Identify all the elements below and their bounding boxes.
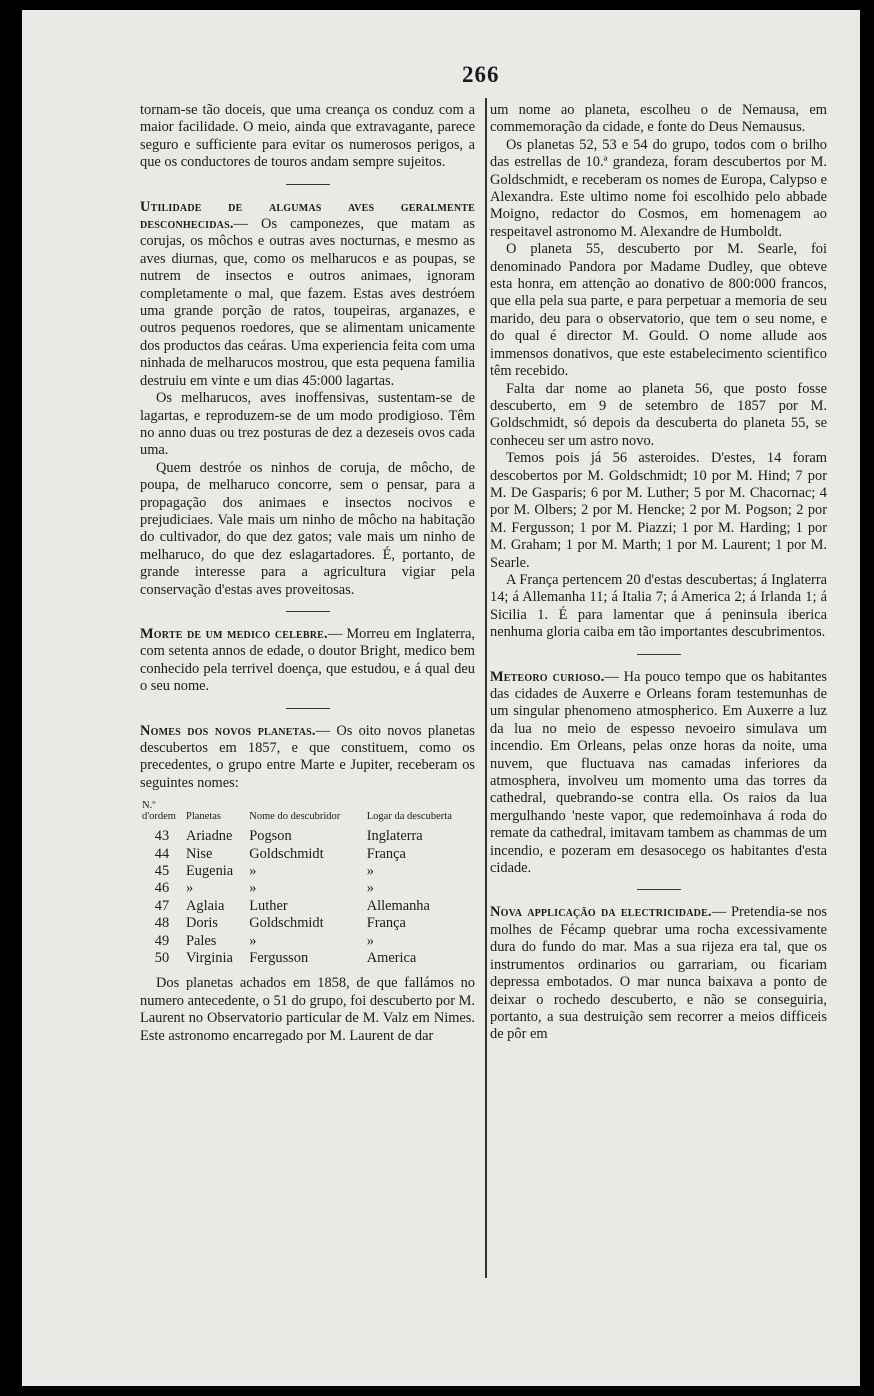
- table-row: [140, 880, 475, 897]
- table-row: [140, 933, 475, 950]
- table-cell: »: [186, 880, 194, 897]
- paragraph-text: — Pretendia-se nos molhes de Fécamp quebrar uma rocha excessivamente dura do fundo do mar. Mas a sua rijeza era tal, que os instrumentos ordinarios ou garrariam, ou ficariam depressa embotados. O mar nunca baixava a ponto de deixar o rochedo descuberto, e não se conseguiria, portanto, a sua destruição sem recorrer a meios difficeis de pôr em: [490, 904, 827, 1043]
- table-cell: 45: [154, 863, 170, 880]
- paragraph: tornam-se tão doceis, que uma creança os conduz com a maior facilidade. O meio, ainda que extravagante, parece seguro e sufficiente para evitar os numerosos perigos, a que os conductores de touros andam sempre sujeitos.: [140, 102, 475, 171]
- table-cell: Goldschmidt: [249, 845, 324, 862]
- table-cell: »: [366, 863, 374, 880]
- paragraph-text: — Ha pouco tempo que os habitantes das cidades de Auxerre e Orleans foram testemunhas de um singular phenomeno atmospherico. Em Auxerre a luz da lua no meio de espesso nevoeiro simulava um incendio. Em Orleans, pelas onze horas da noite, uma nuvem, que fluctuava nas camadas inferiores da atmosphera, involveu um momento uma das torres da cathedral, quebrando-se contra ella. Os raios da lua mergulhando 'neste vapor, que redemoinhava á roda do remate da cathedral, imitavam tambem as chammas de um incendio, e pozeram em desasocego os habitantes d'esta cidade.: [490, 668, 827, 877]
- table-cell: 47: [154, 897, 170, 914]
- table-cell: »: [249, 880, 257, 897]
- table-cell: 44: [154, 845, 170, 862]
- table-cell: França: [366, 915, 406, 932]
- article-planets: [140, 723, 475, 793]
- right-column: [490, 102, 827, 1044]
- section-heading: Nova applicação da electricidade.: [490, 904, 712, 921]
- table-row: [140, 828, 475, 845]
- newspaper-page: [22, 10, 860, 1386]
- section-separator: [286, 708, 330, 709]
- left-column: [140, 102, 475, 1045]
- table-cell: 50: [154, 950, 170, 967]
- table-cell: 46: [154, 880, 170, 897]
- article-meteor: [490, 669, 827, 878]
- table-row: [140, 846, 475, 863]
- section-heading: Utilidade de algumas aves geralmente desconhecidas.: [140, 198, 475, 233]
- paragraph: Os melharucos, aves inoffensivas, sustentam-se de lagartas, e reproduzem-se de um modo prodigioso. Têm no anno duas ou trez posturas de dez a dezeseis ovos cada uma.: [140, 390, 475, 459]
- table-cell: Aglaia: [186, 897, 225, 914]
- table-cell: Ariadne: [186, 828, 233, 845]
- table-cell: Virginia: [186, 950, 233, 967]
- article-doctor: [140, 626, 475, 696]
- column-divider: [485, 98, 487, 1278]
- table-cell: »: [366, 932, 374, 949]
- paragraph: O planeta 55, descuberto por M. Searle, foi denominado Pandora por Madame Dudley, que obteve esta honra, em attenção ao donativo de 800:000 francos, que ella pela sua parte, e para perpetuar a memoria de seu marido, deu para o observatorio, que tem o seu nome, e do qual é director M. Gould. O nome allude aos immensos donativos, que este estabelecimento scientifico têm recebido.: [490, 241, 827, 380]
- table-row: [140, 950, 475, 967]
- section-separator: [637, 654, 681, 655]
- paragraph: Os planetas 52, 53 e 54 do grupo, todos com o brilho das estrellas de 10.ª grandeza, foram descubertos por M. Goldschmidt, e receberam os nomes de Europa, Calypso e Alexandra. Este ultimo nome foi escolhido pelo abbade Moigno, redactor do Cosmos, em homenagem ao respeitavel astronomo M. Alexandre de Humboldt.: [490, 136, 827, 240]
- paragraph-text: — Morreu em Inglaterra, com setenta annos de edade, o doutor Bright, medico bem conhecido pela terrivel doença, que estudou, e á qual deu o seu nome.: [140, 625, 475, 695]
- page-number: 266: [462, 62, 500, 87]
- table-row: [140, 915, 475, 932]
- table-row: [140, 898, 475, 915]
- table-cell: Nise: [186, 845, 213, 862]
- article-birds: [140, 199, 475, 390]
- column-header: Planetas: [186, 811, 221, 823]
- table-row: [140, 863, 475, 880]
- table-cell: »: [249, 932, 257, 949]
- table-header-row: [140, 798, 475, 828]
- table-cell: »: [366, 880, 374, 897]
- section-separator: [286, 184, 330, 185]
- column-header: Logar da descuberta: [366, 811, 452, 823]
- paragraph: A França pertencem 20 d'estas descubertas; á Inglaterra 14; á Allemanha 11; á Italia 7; á America 2; á Irlanda 1; á Sicilia 1. É para lamentar que á peninsula iberica nenhuma gloria caiba em tão importantes descubrimentos.: [490, 571, 827, 641]
- planets-table: [140, 798, 475, 967]
- paragraph: Temos pois já 56 asteroides. D'estes, 14 foram descobertos por M. Goldschmidt; 10 por M. Hind; 7 por M. De Gasparis; 6 por M. Luther; 5 por M. Chacornac; 4 por M. Olbers; 2 por M. Hencke; 2 por M. Pogson; 2 por M. Fergusson; 1 por M. Piazzi; 1 por M. Harding; 1 por M. Graham; 1 por M. Marth; 1 por M. Laurent; 1 por M. Searle.: [490, 450, 827, 571]
- table-cell: Allemanha: [366, 897, 430, 914]
- table-cell: Luther: [249, 897, 288, 914]
- section-separator: [286, 611, 330, 612]
- article-electricity: [490, 904, 827, 1043]
- section-separator: [637, 889, 681, 890]
- section-heading: Nomes dos novos planetas.: [140, 722, 316, 739]
- column-header: N.º d'ordem: [142, 800, 176, 823]
- table-cell: Inglaterra: [366, 828, 423, 845]
- table-cell: 48: [154, 915, 170, 932]
- table-cell: França: [366, 845, 406, 862]
- paragraph-text: — Os camponezes, que matam as corujas, os môchos e outras aves nocturnas, e mesmo as aves diurnas, que, como os melharucos e as poupas, se nutrem de insectos e outros animaes, ignoram completamente o mal, que fazem. Estas aves destróem uma grande porção de ratos, toupeiras, arganazes, e outros pequenos roedores, que se alimentam unicamente dos productos das ceáras. Uma experiencia feita com uma ninhada de melharucos mostrou, que esta pequena familia destruiu em vinte e um dias 45:000 lagartas.: [140, 216, 475, 389]
- table-cell: Eugenia: [186, 863, 234, 880]
- paragraph: Falta dar nome ao planeta 56, que posto fosse descuberto, em 9 de setembro de 1857 por M. Goldschmidt, só depois da descuberta do planeta 55, se conheceu ser um astro novo.: [490, 380, 827, 449]
- table-cell: Doris: [186, 915, 218, 932]
- table-cell: America: [366, 950, 417, 967]
- section-heading: Morte de um medico celebre.: [140, 625, 328, 642]
- table-cell: Goldschmidt: [249, 915, 324, 932]
- paragraph: Quem destróe os ninhos de coruja, de môcho, de poupa, de melharuco concorre, sem o pensar, para a propagação dos animaes e insectos nocivos e prejudiciaes. Vale mais um ninho de môcho na habitação do cultivador, do que dez gatos; vale mais um ninho de melharuco, do que dez eslagartadores. É, portanto, de grande interesse para a agricultura vigiar pela conservação d'estas aves proveitosas.: [140, 459, 475, 598]
- table-cell: Fergusson: [249, 950, 309, 967]
- table-cell: Pales: [186, 932, 217, 949]
- section-heading: Meteoro curioso.: [490, 668, 605, 685]
- paragraph: um nome ao planeta, escolheu o de Nemausa, em commemoração da cidade, e fonte do Deus Nemausus.: [490, 102, 827, 136]
- paragraph: Dos planetas achados em 1858, de que fallámos no numero antecedente, o 51 do grupo, foi descuberto por M. Laurent no Observatorio particular de M. Valz em Nimes. Este astronomo encarregado por M. Laurent de dar: [140, 975, 475, 1044]
- table-cell: »: [249, 863, 257, 880]
- column-header: Nome do descubridor: [249, 811, 341, 823]
- paragraph-text: — Os oito novos planetas descubertos em 1857, e que constituem, como os precedentes, o grupo entre Marte e Jupiter, receberam os seguintes nomes:: [140, 722, 475, 791]
- table-cell: 43: [154, 828, 170, 845]
- table-cell: 49: [154, 932, 170, 949]
- table-cell: Pogson: [249, 828, 292, 845]
